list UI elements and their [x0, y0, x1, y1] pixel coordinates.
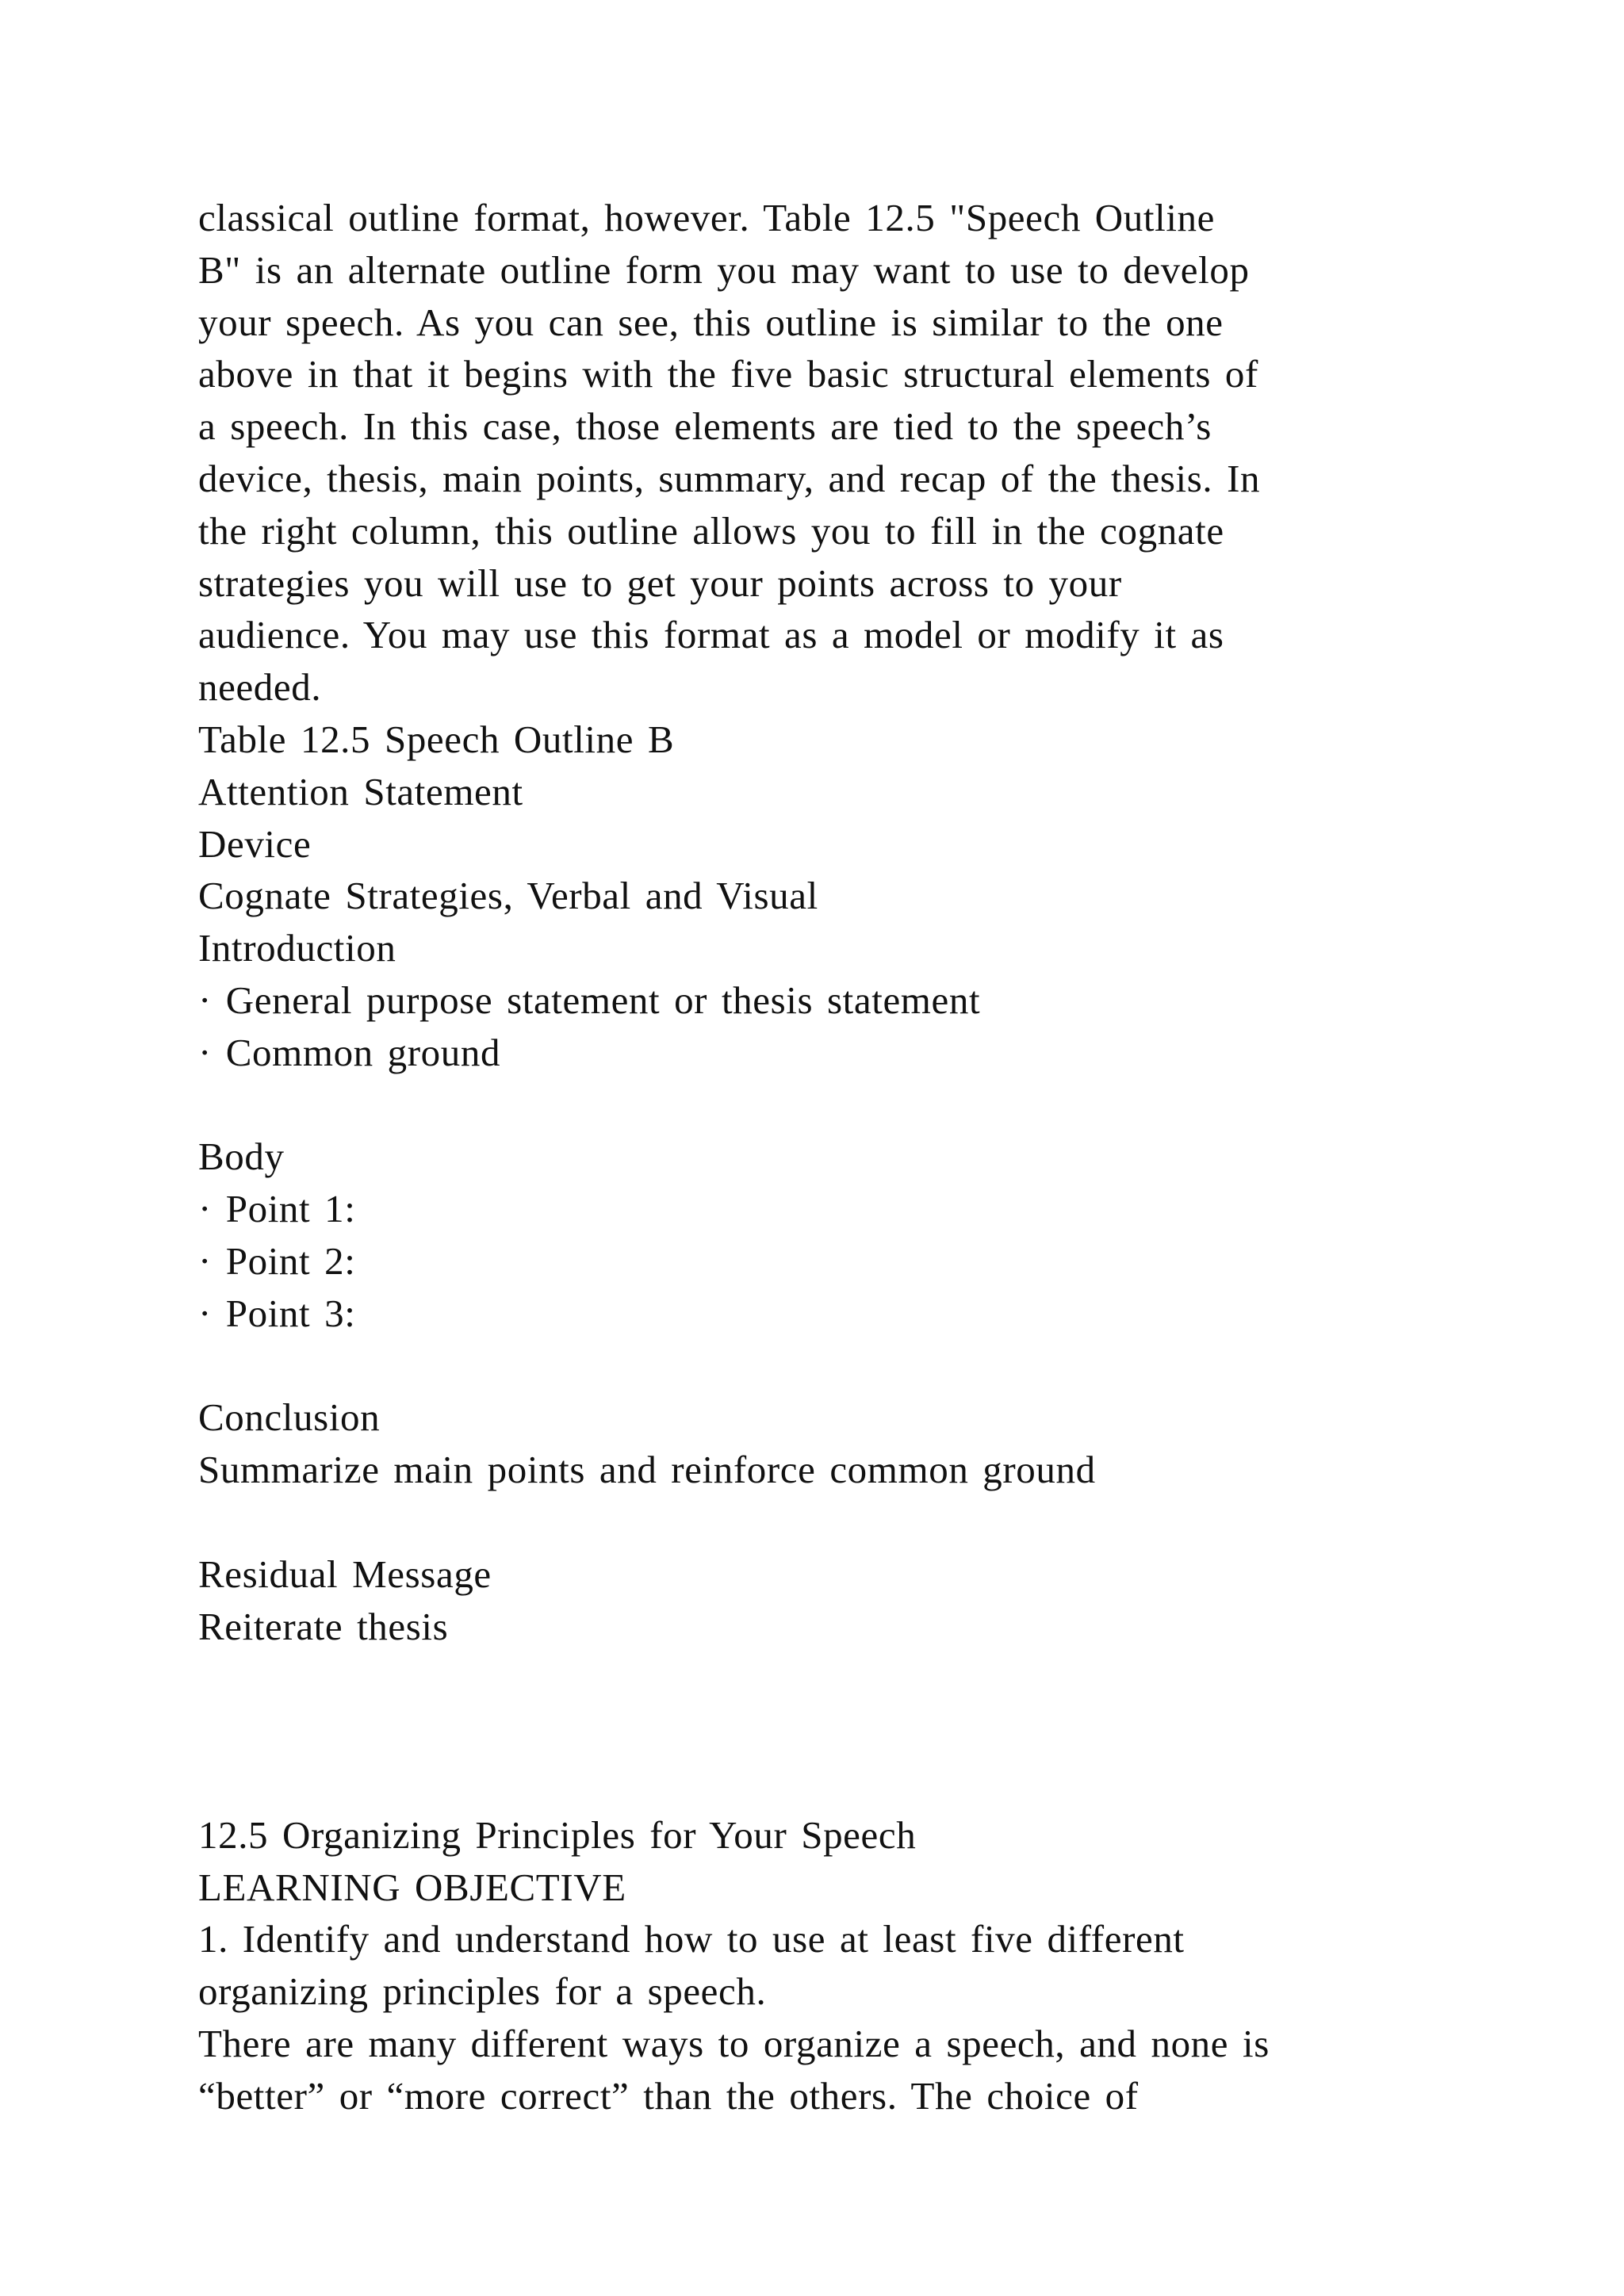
document-text: [198, 192, 1435, 2122]
residual-text: Reiterate thesis: [198, 1604, 449, 1648]
blank-line: [198, 1652, 1435, 1705]
blank-line: [198, 1496, 1435, 1548]
body-point: · Point 3:: [198, 1291, 356, 1335]
table-header-device: Device: [198, 821, 312, 866]
introduction-heading: Introduction: [198, 926, 396, 970]
table-header-attention: Attention Statement: [198, 769, 523, 813]
intro-line: your speech. As you can see, this outline is similar to the one: [198, 300, 1224, 344]
section-body-line: “better” or “more correct” than the others. The choice of: [198, 2073, 1139, 2118]
intro-line: a speech. In this case, those elements are tied to the speech’s: [198, 404, 1212, 449]
objective-line: 1. Identify and understand how to use at least five different: [198, 1917, 1185, 1961]
intro-line: classical outline format, however. Table 12.5 "Speech Outline: [198, 196, 1215, 239]
blank-line: [198, 1340, 1435, 1392]
intro-line: above in that it begins with the five basic structural elements of: [198, 352, 1258, 396]
blank-line: [198, 1705, 1435, 1757]
conclusion-text: Summarize main points and reinforce common ground: [198, 1448, 1096, 1492]
residual-heading: Residual Message: [198, 1552, 492, 1596]
table-title: Table 12.5 Speech Outline B: [198, 717, 675, 761]
section-body-line: There are many different ways to organize a speech, and none is: [198, 2021, 1270, 2065]
intro-line: the right column, this outline allows you to fill in the cognate: [198, 508, 1224, 553]
body-point: · Point 1:: [198, 1187, 356, 1231]
blank-line: [198, 1757, 1435, 1809]
blank-line: [198, 1079, 1435, 1131]
body-heading: Body: [198, 1135, 285, 1179]
intro-line: strategies you will use to get your points across to your: [198, 561, 1122, 605]
objective-line: organizing principles for a speech.: [198, 1969, 767, 2014]
introduction-item: · General purpose statement or thesis statement: [198, 978, 981, 1022]
intro-line: audience. You may use this format as a model or modify it as: [198, 613, 1224, 657]
introduction-item: · Common ground: [198, 1030, 501, 1074]
body-point: · Point 2:: [198, 1238, 356, 1283]
section-heading: 12.5 Organizing Principles for Your Speech: [198, 1812, 917, 1857]
conclusion-heading: Conclusion: [198, 1395, 381, 1440]
learning-objective-label: LEARNING OBJECTIVE: [198, 1865, 626, 1909]
intro-line: needed.: [198, 665, 322, 710]
table-header-cognate: Cognate Strategies, Verbal and Visual: [198, 874, 818, 918]
intro-line: B" is an alternate outline form you may want to use to develop: [198, 247, 1250, 292]
intro-line: device, thesis, main points, summary, and recap of the thesis. In: [198, 456, 1261, 500]
